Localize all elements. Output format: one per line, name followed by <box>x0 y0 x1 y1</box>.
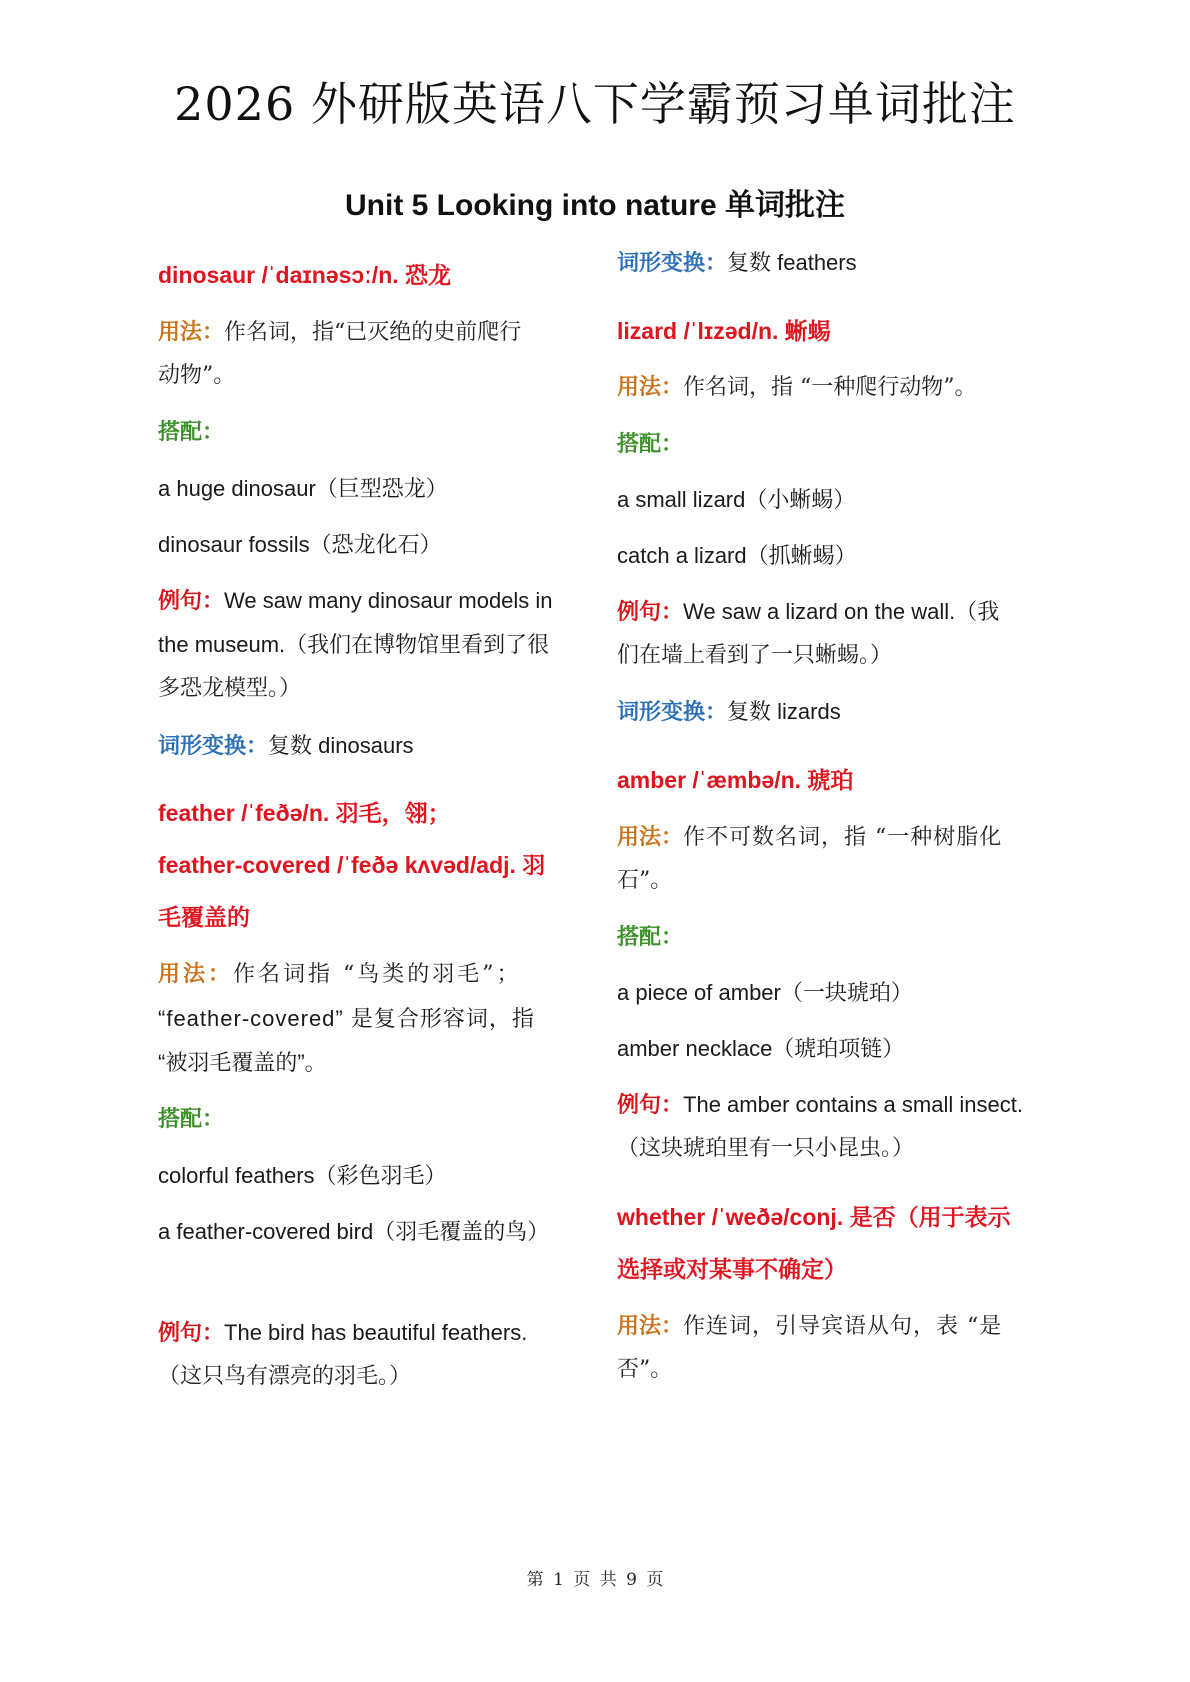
amber-collocation-1: a piece of amber（一块琥珀） <box>617 980 913 1005</box>
entry-lizard-headword: lizard /ˈlɪzəd/n. 蜥蜴 <box>617 318 831 344</box>
dinosaur-example <box>158 586 578 616</box>
feather-example-text: The bird has beautiful feathers. <box>224 1320 528 1345</box>
lizard-collocation-2: catch a lizard（抓蜥蜴） <box>617 543 857 568</box>
collocation-label: 搭配： <box>158 419 225 444</box>
word-form-label: 词形变换： <box>617 250 728 275</box>
usage-label: 用法： <box>617 374 684 399</box>
lizard-example-cont: 们在墙上看到了一只蜥蜴。） <box>617 643 893 668</box>
example-label: 例句： <box>617 1092 684 1117</box>
feather-usage-cont2: “被羽毛覆盖的”。 <box>158 1050 327 1075</box>
dinosaur-example-text: We saw many dinosaur models in <box>224 588 553 613</box>
entry-whether-headword: whether /ˈweðə/conj. 是否（用于表示 <box>617 1204 1011 1230</box>
entry-amber-headword: amber /ˈæmbə/n. 琥珀 <box>617 767 854 793</box>
lizard-usage-text: 作名词，指 “一种爬行动物”。 <box>683 375 977 400</box>
word-form-label: 词形变换： <box>158 733 269 758</box>
dinosaur-plural: 复数 dinosaurs <box>268 733 414 758</box>
dinosaur-collocation-1: a huge dinosaur（巨型恐龙） <box>158 476 448 501</box>
entry-feather-covered-headword: feather-covered /ˈfeðə kʌvəd/adj. 羽 <box>158 852 546 878</box>
word-form-label: 词形变换： <box>617 699 728 724</box>
example-label: 例句： <box>158 1320 225 1345</box>
whether-usage <box>617 1311 1037 1342</box>
dinosaur-usage-text: 作名词，指“已灭绝的史前爬行 <box>224 320 522 345</box>
feather-usage-text: 作名词指 “鸟类的羽毛”； <box>233 962 522 987</box>
feather-collocation-2: a feather-covered bird（羽毛覆盖的鸟） <box>158 1219 550 1244</box>
lizard-example <box>617 597 1037 627</box>
entry-feather-covered-meaning: 毛覆盖的 <box>158 904 250 930</box>
lizard-plural: 复数 lizards <box>727 699 841 724</box>
amber-usage-text: 作不可数名词，指 “一种树脂化 <box>683 825 1003 850</box>
lizard-word-form <box>617 697 1037 727</box>
feather-example-cont: （这只鸟有漂亮的羽毛。） <box>158 1364 412 1389</box>
dinosaur-collocation-2: dinosaur fossils（恐龙化石） <box>158 532 442 557</box>
usage-label: 用法： <box>617 1313 684 1338</box>
lizard-example-text: We saw a lizard on the wall.（我 <box>683 599 1000 624</box>
dinosaur-usage <box>158 317 578 348</box>
usage-label: 用法： <box>158 961 234 986</box>
collocation-label: 搭配： <box>617 924 684 949</box>
whether-usage-cont: 否”。 <box>617 1357 673 1382</box>
entry-dinosaur-headword: dinosaur /ˈdaɪnəsɔː/n. 恐龙 <box>158 262 452 288</box>
amber-usage <box>617 822 1037 853</box>
entry-feather-headword: feather /ˈfeðə/n. 羽毛，翎； <box>158 800 451 826</box>
usage-label: 用法： <box>617 824 684 849</box>
dinosaur-word-form <box>158 731 578 761</box>
dinosaur-usage-cont: 动物”。 <box>158 363 236 388</box>
feather-collocation-1: colorful feathers（彩色羽毛） <box>158 1163 447 1188</box>
whether-usage-text: 作连词，引导宾语从句，表 “是 <box>683 1314 1003 1339</box>
feather-plural: 复数 feathers <box>727 250 857 275</box>
feather-word-form <box>617 248 1037 278</box>
dinosaur-example-cont2: 多恐龙模型。） <box>158 676 302 701</box>
usage-label: 用法： <box>158 319 225 344</box>
amber-collocation-2: amber necklace（琥珀项链） <box>617 1036 905 1061</box>
feather-usage <box>158 959 578 990</box>
lizard-collocation-1: a small lizard（小蜥蜴） <box>617 487 856 512</box>
page-title: 2026 外研版英语八下学霸预习单词批注 <box>174 77 1016 131</box>
example-label: 例句： <box>617 599 684 624</box>
collocation-label: 搭配： <box>158 1106 225 1131</box>
amber-example-text: The amber contains a small insect. <box>683 1092 1023 1117</box>
feather-usage-cont: “feather-covered” 是复合形容词，指 <box>158 1006 535 1031</box>
amber-usage-cont: 石”。 <box>617 868 673 893</box>
unit-subtitle: Unit 5 Looking into nature 单词批注 <box>345 189 845 222</box>
amber-example <box>617 1090 1037 1120</box>
entry-whether-meaning: 选择或对某事不确定） <box>617 1256 847 1282</box>
amber-example-cont: （这块琥珀里有一只小昆虫。） <box>617 1136 915 1161</box>
lizard-usage <box>617 372 1037 403</box>
feather-example <box>158 1318 578 1348</box>
dinosaur-example-cont: the museum.（我们在博物馆里看到了很 <box>158 632 550 657</box>
example-label: 例句： <box>158 588 225 613</box>
page-number-footer: 第 1 页 共 9 页 <box>526 1570 664 1590</box>
collocation-label: 搭配： <box>617 431 684 456</box>
